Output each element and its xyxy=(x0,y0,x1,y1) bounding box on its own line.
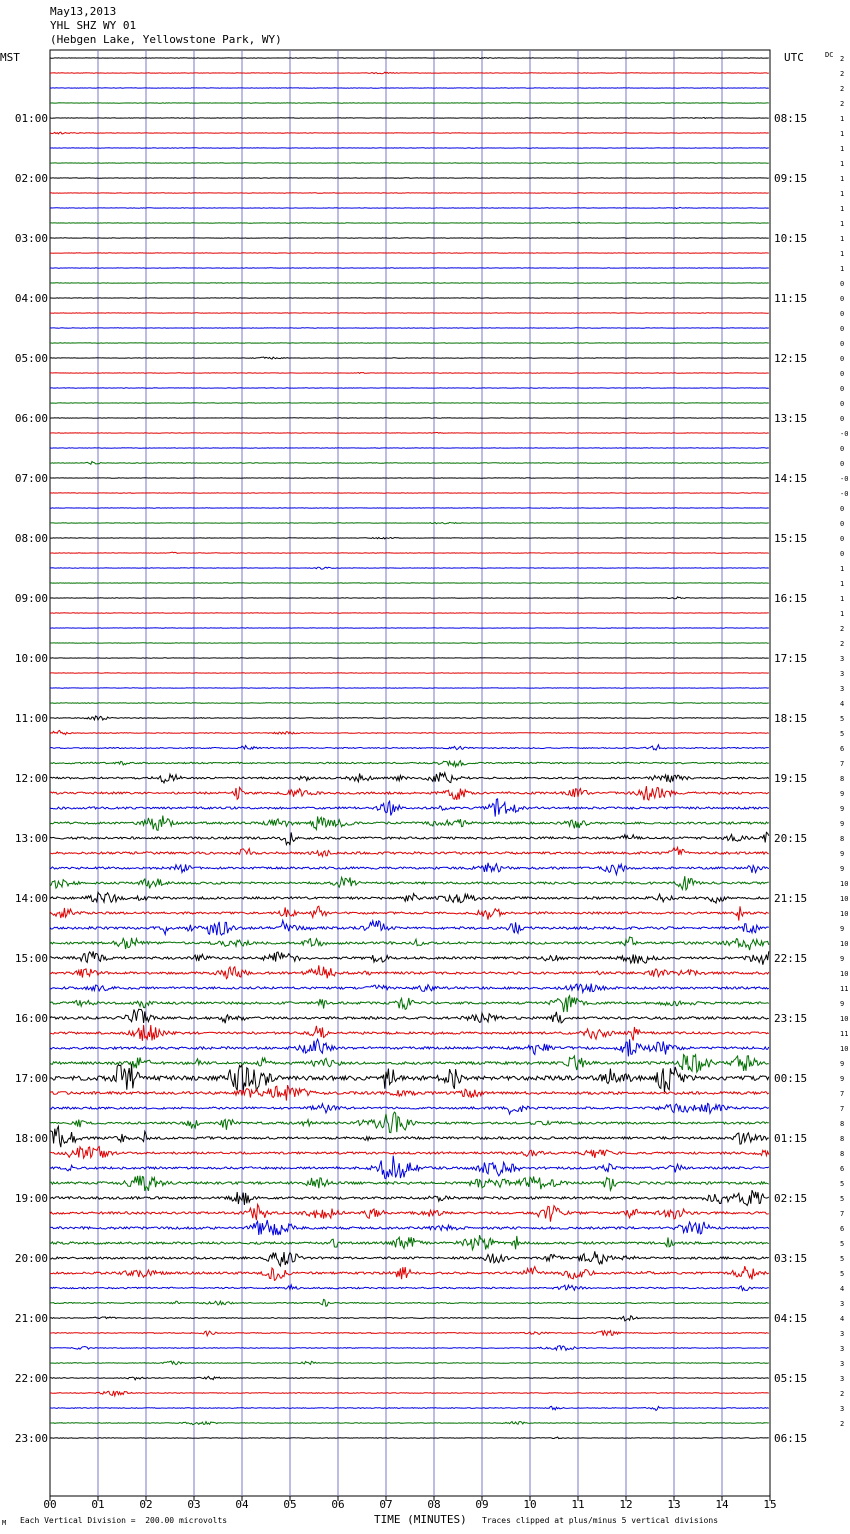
seismic-trace-row xyxy=(50,1112,769,1133)
dc-offset-value: 2 xyxy=(840,85,845,93)
seismic-trace-row xyxy=(50,832,769,845)
dc-offset-value: 0 xyxy=(840,535,845,543)
dc-axis-title: DC xyxy=(825,51,834,59)
dc-offset-value: 5 xyxy=(840,1270,845,1278)
seismic-trace-row xyxy=(50,1176,769,1191)
scale-note: Each Vertical Division = 200.00 microvolts xyxy=(20,1516,228,1525)
seismic-trace-row xyxy=(50,1331,769,1336)
seismic-trace-row xyxy=(50,537,769,539)
dc-offset-value: 2 xyxy=(840,55,845,63)
dc-offset-value: 11 xyxy=(840,1030,849,1038)
seismic-trace-row xyxy=(50,373,769,374)
seismic-trace-row xyxy=(50,1406,769,1410)
seismic-trace-row xyxy=(50,58,769,59)
utc-hour-label: 16:15 xyxy=(774,592,808,605)
seismic-trace-row xyxy=(50,1235,769,1250)
seismic-trace-row xyxy=(50,745,769,750)
dc-offset-value: 11 xyxy=(840,985,849,993)
seismic-trace-row xyxy=(50,357,769,359)
dc-offset-value: 0 xyxy=(840,400,845,408)
mst-hour-label: 12:00 xyxy=(14,772,48,785)
seismic-trace-row xyxy=(50,433,769,434)
dc-offset-value: 7 xyxy=(840,1090,845,1098)
dc-offset-value: 5 xyxy=(840,1240,845,1248)
mst-hour-label: 18:00 xyxy=(14,1132,48,1145)
x-tick-label: 01 xyxy=(91,1498,105,1511)
dc-offset-value: 5 xyxy=(840,1255,845,1263)
seismic-trace-row xyxy=(50,117,769,118)
dc-offset-value: 0 xyxy=(840,310,845,318)
seismic-trace-row xyxy=(50,996,769,1012)
seismic-trace-row xyxy=(50,1204,769,1221)
dc-offset-value: 10 xyxy=(840,895,849,903)
dc-offset-value: 6 xyxy=(840,1165,845,1173)
x-tick-label: 03 xyxy=(187,1498,201,1511)
x-axis-title: TIME (MINUTES) xyxy=(374,1513,467,1526)
seismic-trace-row xyxy=(50,1126,769,1147)
dc-offset-value: 1 xyxy=(840,175,845,183)
dc-offset-value: 0 xyxy=(840,460,845,468)
dc-offset-value: 10 xyxy=(840,970,849,978)
x-tick-label: 14 xyxy=(715,1498,729,1511)
mst-hour-label: 17:00 xyxy=(14,1072,48,1085)
dc-offset-value: 4 xyxy=(840,1285,845,1293)
dc-offset-value: 3 xyxy=(840,1375,845,1383)
mst-hour-label: 06:00 xyxy=(14,412,48,425)
seismic-trace-row xyxy=(50,876,769,890)
seismic-trace-row xyxy=(50,522,769,524)
station-code: YHL SHZ WY 01 xyxy=(50,19,137,32)
dc-offset-value: 9 xyxy=(840,1075,845,1083)
x-tick-label: 00 xyxy=(43,1498,57,1511)
dc-offset-value: 1 xyxy=(840,235,845,243)
dc-offset-value: 6 xyxy=(840,1225,845,1233)
right-axis-title: UTC xyxy=(784,51,804,64)
dc-offset-value: 9 xyxy=(840,925,845,933)
seismic-trace-row xyxy=(50,1422,769,1425)
dc-offset-value: 5 xyxy=(840,715,845,723)
mst-hour-label: 10:00 xyxy=(14,652,48,665)
seismic-trace-row xyxy=(50,72,769,74)
mst-hour-label: 20:00 xyxy=(14,1252,48,1265)
seismic-trace-row xyxy=(50,1251,769,1266)
seismic-trace-row xyxy=(50,799,769,817)
seismic-trace-row xyxy=(50,937,769,950)
corner-mark: M xyxy=(2,1519,7,1527)
mst-hour-label: 11:00 xyxy=(14,712,48,725)
seismic-trace-row xyxy=(50,552,769,553)
dc-offset-value: 10 xyxy=(840,940,849,948)
dc-offset-value: 0 xyxy=(840,325,845,333)
seismic-trace-row xyxy=(50,1376,769,1379)
dc-offset-value: -0 xyxy=(840,490,849,498)
minute-gridlines xyxy=(50,50,770,1496)
seismic-trace-row xyxy=(50,462,769,465)
seismic-trace-row xyxy=(50,703,769,704)
dc-offset-value: 0 xyxy=(840,370,845,378)
dc-offset-value: 0 xyxy=(840,385,845,393)
dc-offset-value: 8 xyxy=(840,1135,845,1143)
utc-hour-label: 22:15 xyxy=(774,952,808,965)
utc-hour-label: 14:15 xyxy=(774,472,808,485)
utc-hour-label: 09:15 xyxy=(774,172,808,185)
x-tick-label: 09 xyxy=(475,1498,489,1511)
utc-hour-label: 18:15 xyxy=(774,712,808,725)
x-tick-label: 11 xyxy=(571,1498,585,1511)
x-tick-label: 10 xyxy=(523,1498,537,1511)
dc-offset-value: 9 xyxy=(840,790,845,798)
utc-hour-label: 05:15 xyxy=(774,1372,808,1385)
x-tick-label: 07 xyxy=(379,1498,393,1511)
dc-offset-value: 2 xyxy=(840,1420,845,1428)
seismic-trace-row xyxy=(50,1266,769,1280)
dc-offset-value: 0 xyxy=(840,295,845,303)
seismic-trace-row xyxy=(50,1437,769,1439)
dc-offset-value: 3 xyxy=(840,1330,845,1338)
x-tick-label: 13 xyxy=(667,1498,681,1511)
seismic-trace-row xyxy=(50,984,769,993)
seismic-trace-row xyxy=(50,863,769,875)
dc-offset-value: 2 xyxy=(840,640,845,648)
dc-offset-value: 1 xyxy=(840,145,845,153)
dc-offset-value: 10 xyxy=(840,880,849,888)
seismic-trace-row xyxy=(50,951,769,964)
dc-offset-value: 3 xyxy=(840,670,845,678)
seismic-trace-row xyxy=(50,643,769,644)
dc-offset-value: 3 xyxy=(840,1300,845,1308)
mst-hour-label: 13:00 xyxy=(14,832,48,845)
utc-hour-label: 13:15 xyxy=(774,412,808,425)
dc-offset-value: 3 xyxy=(840,655,845,663)
seismic-trace-row xyxy=(50,1361,769,1365)
dc-offset-value: 9 xyxy=(840,850,845,858)
seismic-trace-row xyxy=(50,207,769,208)
utc-hour-label: 23:15 xyxy=(774,1012,808,1025)
dc-offset-value: 1 xyxy=(840,190,845,198)
plot-date: May13,2013 xyxy=(50,5,117,18)
mst-hour-label: 16:00 xyxy=(14,1012,48,1025)
dc-offset-value: 0 xyxy=(840,355,845,363)
dc-offset-value: 3 xyxy=(840,1345,845,1353)
dc-offset-value: 7 xyxy=(840,760,845,768)
dc-offset-value: 0 xyxy=(840,340,845,348)
seismic-trace-row xyxy=(50,920,769,935)
dc-offset-value: 1 xyxy=(840,610,845,618)
dc-offset-value: 0 xyxy=(840,520,845,528)
dc-offset-value: 2 xyxy=(840,1390,845,1398)
utc-hour-label: 04:15 xyxy=(774,1312,808,1325)
dc-offset-value: 0 xyxy=(840,415,845,423)
mst-hour-label: 21:00 xyxy=(14,1312,48,1325)
seismic-trace-row xyxy=(50,597,769,599)
dc-offset-value: 9 xyxy=(840,1060,845,1068)
dc-offset-value: 4 xyxy=(840,1315,845,1323)
seismic-trace-row xyxy=(50,1039,769,1056)
mst-hour-label: 01:00 xyxy=(14,112,48,125)
mst-hour-label: 08:00 xyxy=(14,532,48,545)
dc-offset-value: 1 xyxy=(840,115,845,123)
seismic-trace-row xyxy=(50,1391,769,1396)
mst-hour-label: 03:00 xyxy=(14,232,48,245)
mst-hour-label: 14:00 xyxy=(14,892,48,905)
seismic-trace-row xyxy=(50,1103,769,1114)
dc-offset-value: 3 xyxy=(840,685,845,693)
seismic-trace-row xyxy=(50,1009,769,1023)
dc-offset-value: 1 xyxy=(840,220,845,228)
dc-offset-value: -0 xyxy=(840,430,849,438)
dc-offset-value: 9 xyxy=(840,955,845,963)
dc-offset-value: 5 xyxy=(840,730,845,738)
utc-hour-label: 02:15 xyxy=(774,1192,808,1205)
dc-offset-value: 8 xyxy=(840,835,845,843)
dc-offset-value: 8 xyxy=(840,775,845,783)
seismic-trace-row xyxy=(50,1220,769,1235)
seismic-trace-row xyxy=(50,892,769,903)
seismic-trace-row xyxy=(50,1190,769,1205)
seismic-trace-row xyxy=(50,1147,769,1159)
axis-labels xyxy=(0,51,848,1511)
plot-frame xyxy=(50,50,770,1496)
seismic-trace-row xyxy=(50,1064,769,1092)
x-tick-label: 06 xyxy=(331,1498,345,1511)
dc-offset-value: 2 xyxy=(840,70,845,78)
dc-offset-value: 0 xyxy=(840,280,845,288)
utc-hour-label: 08:15 xyxy=(774,112,808,125)
utc-hour-label: 12:15 xyxy=(774,352,808,365)
dc-offset-value: 7 xyxy=(840,1210,845,1218)
station-location: (Hebgen Lake, Yellowstone Park, WY) xyxy=(50,33,282,46)
seismic-trace-row xyxy=(50,965,769,978)
utc-hour-label: 03:15 xyxy=(774,1252,808,1265)
seismic-trace-row xyxy=(50,906,769,920)
x-tick-label: 12 xyxy=(619,1498,633,1511)
mst-hour-label: 07:00 xyxy=(14,472,48,485)
utc-hour-label: 06:15 xyxy=(774,1432,808,1445)
dc-offset-value: 10 xyxy=(840,1015,849,1023)
seismic-trace-row xyxy=(50,1316,769,1321)
seismic-trace-row xyxy=(50,847,769,856)
seismic-trace-row xyxy=(50,567,769,569)
dc-offset-value: 6 xyxy=(840,745,845,753)
seismic-traces xyxy=(50,58,769,1439)
seismic-trace-row xyxy=(50,761,769,767)
dc-offset-value: 0 xyxy=(840,445,845,453)
seismic-trace-row xyxy=(50,730,769,734)
x-tick-label: 02 xyxy=(139,1498,153,1511)
dc-offset-value: 2 xyxy=(840,625,845,633)
seismic-trace-row xyxy=(50,816,769,831)
dc-offset-value: 1 xyxy=(840,265,845,273)
dc-offset-value: 10 xyxy=(840,1045,849,1053)
dc-offset-value: 1 xyxy=(840,595,845,603)
dc-offset-value: 3 xyxy=(840,1360,845,1368)
mst-hour-label: 23:00 xyxy=(14,1432,48,1445)
dc-offset-value: 9 xyxy=(840,820,845,828)
dc-offset-value: 9 xyxy=(840,1000,845,1008)
x-tick-label: 08 xyxy=(427,1498,441,1511)
utc-hour-label: 19:15 xyxy=(774,772,808,785)
seismic-trace-row xyxy=(50,1156,769,1179)
dc-offset-value: 1 xyxy=(840,205,845,213)
mst-hour-label: 05:00 xyxy=(14,352,48,365)
mst-hour-label: 09:00 xyxy=(14,592,48,605)
dc-offset-value: 1 xyxy=(840,565,845,573)
clip-note: Traces clipped at plus/minus 5 vertical divisions xyxy=(482,1516,719,1525)
dc-offset-value: 4 xyxy=(840,700,845,708)
seismic-trace-row xyxy=(50,283,769,284)
seismic-trace-row xyxy=(50,1285,769,1291)
dc-offset-value: 0 xyxy=(840,550,845,558)
utc-hour-label: 15:15 xyxy=(774,532,808,545)
dc-offset-value: 10 xyxy=(840,910,849,918)
utc-hour-label: 10:15 xyxy=(774,232,808,245)
dc-offset-value: 1 xyxy=(840,130,845,138)
dc-offset-value: 9 xyxy=(840,805,845,813)
x-tick-label: 05 xyxy=(283,1498,297,1511)
mst-hour-label: 02:00 xyxy=(14,172,48,185)
seismic-trace-row xyxy=(50,132,769,134)
utc-hour-label: 17:15 xyxy=(774,652,808,665)
seismic-trace-row xyxy=(50,1346,769,1351)
dc-offset-value: 3 xyxy=(840,1405,845,1413)
seismic-trace-row xyxy=(50,1025,769,1041)
mst-hour-label: 04:00 xyxy=(14,292,48,305)
dc-offset-value: 5 xyxy=(840,1195,845,1203)
seismic-trace-row xyxy=(50,716,769,720)
x-tick-label: 15 xyxy=(763,1498,777,1511)
dc-offset-value: 8 xyxy=(840,1120,845,1128)
dc-offset-value: 7 xyxy=(840,1105,845,1113)
mst-hour-label: 15:00 xyxy=(14,952,48,965)
dc-offset-value: 9 xyxy=(840,865,845,873)
utc-hour-label: 21:15 xyxy=(774,892,808,905)
utc-hour-label: 01:15 xyxy=(774,1132,808,1145)
dc-offset-value: 1 xyxy=(840,250,845,258)
dc-offset-value: -0 xyxy=(840,475,849,483)
dc-offset-value: 1 xyxy=(840,160,845,168)
left-axis-title: MST xyxy=(0,51,20,64)
mst-hour-label: 22:00 xyxy=(14,1372,48,1385)
seismic-trace-row xyxy=(50,1055,769,1073)
seismic-trace-row xyxy=(50,222,769,223)
seismic-trace-row xyxy=(50,786,769,800)
x-tick-label: 04 xyxy=(235,1498,249,1511)
utc-hour-label: 20:15 xyxy=(774,832,808,845)
utc-hour-label: 00:15 xyxy=(774,1072,808,1085)
utc-hour-label: 11:15 xyxy=(774,292,808,305)
seismic-trace-row xyxy=(50,772,769,783)
dc-offset-value: 5 xyxy=(840,1180,845,1188)
seismic-trace-row xyxy=(50,1299,769,1306)
dc-offset-value: 0 xyxy=(840,505,845,513)
dc-offset-value: 2 xyxy=(840,100,845,108)
dc-offset-value: 8 xyxy=(840,1150,845,1158)
mst-hour-label: 19:00 xyxy=(14,1192,48,1205)
dc-offset-value: 1 xyxy=(840,580,845,588)
